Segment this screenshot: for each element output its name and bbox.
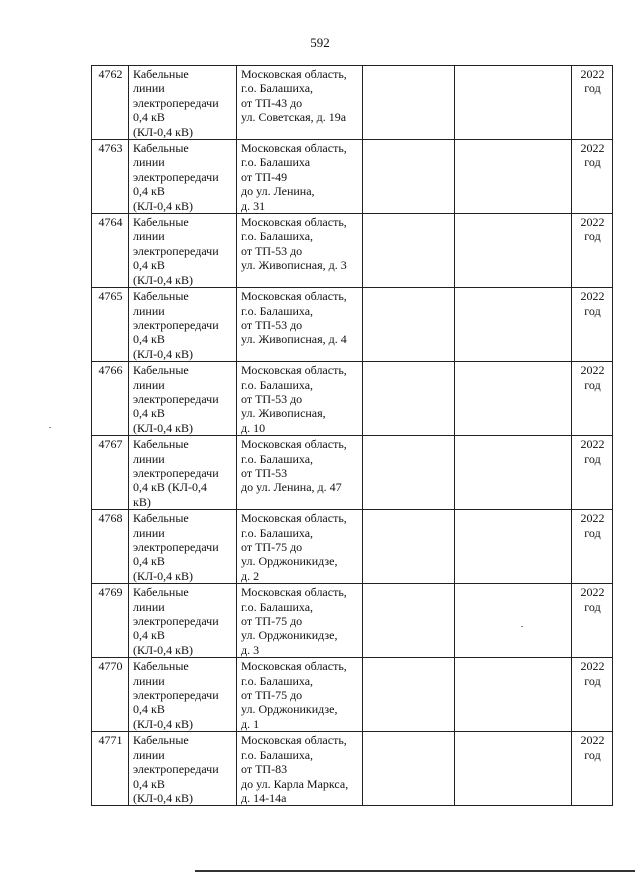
row-number-cell: 4765: [92, 288, 129, 362]
scan-speck: [49, 427, 51, 428]
address-cell: [237, 436, 363, 510]
row-number-cell: 4767: [92, 436, 129, 510]
empty-cell: [363, 214, 455, 288]
year-cell: [572, 510, 613, 584]
object-name-line: электропередачи: [133, 540, 219, 554]
year-cell: [572, 362, 613, 436]
year-line: год: [584, 377, 601, 392]
address-line: г.о. Балашиха,: [241, 81, 314, 96]
row-number-cell: 4764: [92, 214, 129, 288]
empty-cell: [455, 214, 572, 288]
bottom-rule: [195, 870, 635, 872]
year-line: 2022: [580, 511, 605, 526]
year-cell: [572, 732, 613, 806]
object-name-cell: [129, 362, 237, 436]
address-line: от ТП-43 до: [241, 95, 303, 110]
year-cell: [572, 288, 613, 362]
object-name-line: линии: [133, 303, 165, 318]
object-name-line: Кабельные: [133, 511, 189, 526]
empty-cell: [455, 288, 572, 362]
address-line: д. 10: [241, 420, 266, 435]
address-line: г.о. Балашиха,: [241, 303, 314, 318]
object-name-cell: [129, 288, 237, 362]
row-number-cell: 4763: [92, 140, 129, 214]
empty-cell: [455, 510, 572, 584]
empty-cell: [455, 362, 572, 436]
object-name-line: 0,4 кВ: [133, 628, 165, 643]
address-cell: [237, 732, 363, 806]
object-name-cell: [129, 510, 237, 584]
table-row: [92, 732, 613, 806]
page-number: 592: [310, 35, 330, 50]
address-line: Московская область,: [241, 511, 347, 526]
empty-cell: [363, 140, 455, 214]
object-name-line: Кабельные: [133, 67, 189, 81]
object-name-line: кВ): [133, 494, 151, 509]
address-line: г.о. Балашиха,: [241, 229, 314, 244]
year-line: 2022: [580, 141, 605, 156]
empty-cell: [363, 66, 455, 140]
row-number-cell: 4770: [92, 658, 129, 732]
year-cell: [572, 584, 613, 658]
address-line: д. 1: [241, 716, 260, 731]
year-line: год: [584, 155, 601, 170]
empty-cell: [455, 732, 572, 806]
object-name-line: Кабельные: [133, 141, 189, 156]
address-line: ул. Живописная, д. 3: [241, 258, 347, 273]
object-name-line: 0,4 кВ (КЛ-0,4: [133, 480, 207, 495]
address-line: от ТП-75 до: [241, 540, 303, 554]
object-name-cell: [129, 66, 237, 140]
address-line: Московская область,: [241, 363, 347, 378]
address-line: от ТП-53 до: [241, 317, 303, 332]
scan-speck: [521, 626, 523, 627]
object-name-line: электропередачи: [133, 95, 219, 110]
address-line: до ул. Карла Маркса,: [241, 776, 349, 791]
object-name-line: 0,4 кВ: [133, 258, 165, 273]
address-line: г.о. Балашиха,: [241, 673, 314, 688]
object-name-cell: [129, 436, 237, 510]
object-name-line: электропередачи: [133, 762, 219, 777]
object-name-line: (КЛ-0,4 кВ): [133, 568, 193, 583]
empty-cell: [455, 658, 572, 732]
empty-cell: [455, 436, 572, 510]
address-line: Московская область,: [241, 141, 347, 156]
row-number-cell: 4771: [92, 732, 129, 806]
object-name-line: линии: [133, 451, 165, 466]
year-cell: [572, 214, 613, 288]
object-name-line: линии: [133, 747, 165, 762]
address-line: д. 3: [241, 642, 260, 657]
table-row: [92, 362, 613, 436]
address-line: г.о. Балашиха,: [241, 451, 314, 466]
address-cell: [237, 288, 363, 362]
object-name-line: (КЛ-0,4 кВ): [133, 642, 193, 657]
address-line: д. 31: [241, 198, 266, 213]
address-line: до ул. Ленина, д. 47: [241, 480, 342, 495]
address-line: от ТП-53: [241, 465, 288, 480]
empty-cell: [363, 510, 455, 584]
address-line: от ТП-49: [241, 169, 288, 184]
table-row: [92, 584, 613, 658]
address-line: ул. Советская, д. 19а: [241, 110, 347, 125]
year-line: 2022: [580, 289, 605, 304]
table-row: [92, 658, 613, 732]
object-name-line: электропередачи: [133, 169, 219, 184]
object-name-line: электропередачи: [133, 243, 219, 258]
table-row: [92, 140, 613, 214]
object-name-cell: [129, 214, 237, 288]
table-body: [92, 66, 613, 806]
object-name-cell: [129, 584, 237, 658]
year-cell: [572, 658, 613, 732]
year-line: 2022: [580, 733, 605, 748]
year-line: год: [584, 229, 601, 244]
year-line: год: [584, 303, 601, 318]
year-line: год: [584, 451, 601, 466]
object-name-line: Кабельные: [133, 733, 189, 748]
empty-cell: [363, 584, 455, 658]
address-line: г.о. Балашиха,: [241, 377, 314, 392]
register-table: [91, 65, 613, 806]
object-name-cell: [129, 732, 237, 806]
object-name-line: линии: [133, 525, 165, 540]
object-name-line: 0,4 кВ: [133, 776, 165, 791]
object-name-line: 0,4 кВ: [133, 554, 165, 569]
object-name-line: 0,4 кВ: [133, 110, 165, 125]
year-line: год: [584, 525, 601, 540]
object-name-cell: [129, 140, 237, 214]
address-line: Московская область,: [241, 585, 347, 600]
address-cell: [237, 66, 363, 140]
row-number-cell: 4768: [92, 510, 129, 584]
year-line: год: [584, 673, 601, 688]
object-name-line: Кабельные: [133, 437, 189, 452]
object-name-line: (КЛ-0,4 кВ): [133, 790, 193, 805]
object-name-line: Кабельные: [133, 659, 189, 674]
address-line: Московская область,: [241, 289, 347, 304]
address-line: от ТП-75 до: [241, 614, 303, 629]
object-name-line: Кабельные: [133, 289, 189, 304]
object-name-line: (КЛ-0,4 кВ): [133, 420, 193, 435]
address-cell: [237, 214, 363, 288]
object-name-line: электропередачи: [133, 614, 219, 629]
year-line: 2022: [580, 585, 605, 600]
address-cell: [237, 362, 363, 436]
object-name-line: электропередачи: [133, 391, 219, 406]
address-line: от ТП-83: [241, 762, 288, 777]
address-line: г.о. Балашиха,: [241, 599, 314, 614]
object-name-line: Кабельные: [133, 363, 189, 378]
address-line: от ТП-75 до: [241, 688, 303, 703]
address-line: от ТП-53 до: [241, 391, 303, 406]
empty-cell: [363, 288, 455, 362]
address-line: Московская область,: [241, 215, 347, 230]
object-name-cell: [129, 658, 237, 732]
address-cell: [237, 510, 363, 584]
address-line: от ТП-53 до: [241, 243, 303, 258]
address-cell: [237, 658, 363, 732]
row-number-cell: 4769: [92, 584, 129, 658]
address-line: г.о. Балашиха,: [241, 525, 314, 540]
address-line: Московская область,: [241, 437, 347, 452]
table-row: [92, 214, 613, 288]
empty-cell: [363, 362, 455, 436]
address-line: ул. Орджоникидзе,: [241, 628, 338, 643]
object-name-line: 0,4 кВ: [133, 184, 165, 199]
object-name-line: линии: [133, 599, 165, 614]
object-name-line: (КЛ-0,4 кВ): [133, 198, 193, 213]
empty-cell: [363, 732, 455, 806]
row-number-cell: 4766: [92, 362, 129, 436]
object-name-line: (КЛ-0,4 кВ): [133, 346, 193, 361]
object-name-line: (КЛ-0,4 кВ): [133, 124, 193, 139]
object-name-line: электропередачи: [133, 688, 219, 703]
object-name-line: (КЛ-0,4 кВ): [133, 272, 193, 287]
year-cell: [572, 436, 613, 510]
object-name-line: линии: [133, 377, 165, 392]
object-name-line: 0,4 кВ: [133, 332, 165, 347]
table-row: [92, 510, 613, 584]
table-row: [92, 66, 613, 140]
year-line: 2022: [580, 437, 605, 452]
object-name-line: электропередачи: [133, 317, 219, 332]
address-line: до ул. Ленина,: [241, 184, 315, 199]
object-name-line: электропередачи: [133, 465, 219, 480]
address-line: ул. Орджоникидзе,: [241, 554, 338, 569]
address-line: ул. Орджоникидзе,: [241, 702, 338, 717]
year-line: год: [584, 747, 601, 762]
address-cell: [237, 140, 363, 214]
object-name-line: линии: [133, 229, 165, 244]
address-line: г.о. Балашиха: [241, 155, 311, 170]
object-name-line: 0,4 кВ: [133, 406, 165, 421]
year-cell: [572, 66, 613, 140]
address-cell: [237, 584, 363, 658]
address-line: д. 14-14а: [241, 790, 287, 805]
address-line: ул. Живописная,: [241, 406, 326, 421]
address-line: д. 2: [241, 568, 260, 583]
object-name-line: линии: [133, 155, 165, 170]
table-row: [92, 288, 613, 362]
empty-cell: [455, 140, 572, 214]
table-row: [92, 436, 613, 510]
object-name-line: Кабельные: [133, 215, 189, 230]
object-name-line: линии: [133, 81, 165, 96]
address-line: Московская область,: [241, 733, 347, 748]
address-line: Московская область,: [241, 67, 347, 81]
address-line: Московская область,: [241, 659, 347, 674]
empty-cell: [455, 584, 572, 658]
object-name-line: (КЛ-0,4 кВ): [133, 716, 193, 731]
year-line: 2022: [580, 215, 605, 230]
row-number-cell: 4762: [92, 66, 129, 140]
object-name-line: Кабельные: [133, 585, 189, 600]
empty-cell: [455, 66, 572, 140]
year-line: год: [584, 81, 601, 96]
year-line: год: [584, 599, 601, 614]
object-name-line: 0,4 кВ: [133, 702, 165, 717]
object-name-line: линии: [133, 673, 165, 688]
year-line: 2022: [580, 67, 605, 81]
empty-cell: [363, 658, 455, 732]
year-line: 2022: [580, 659, 605, 674]
year-line: 2022: [580, 363, 605, 378]
address-line: ул. Живописная, д. 4: [241, 332, 347, 347]
year-cell: [572, 140, 613, 214]
empty-cell: [363, 436, 455, 510]
address-line: г.о. Балашиха,: [241, 747, 314, 762]
